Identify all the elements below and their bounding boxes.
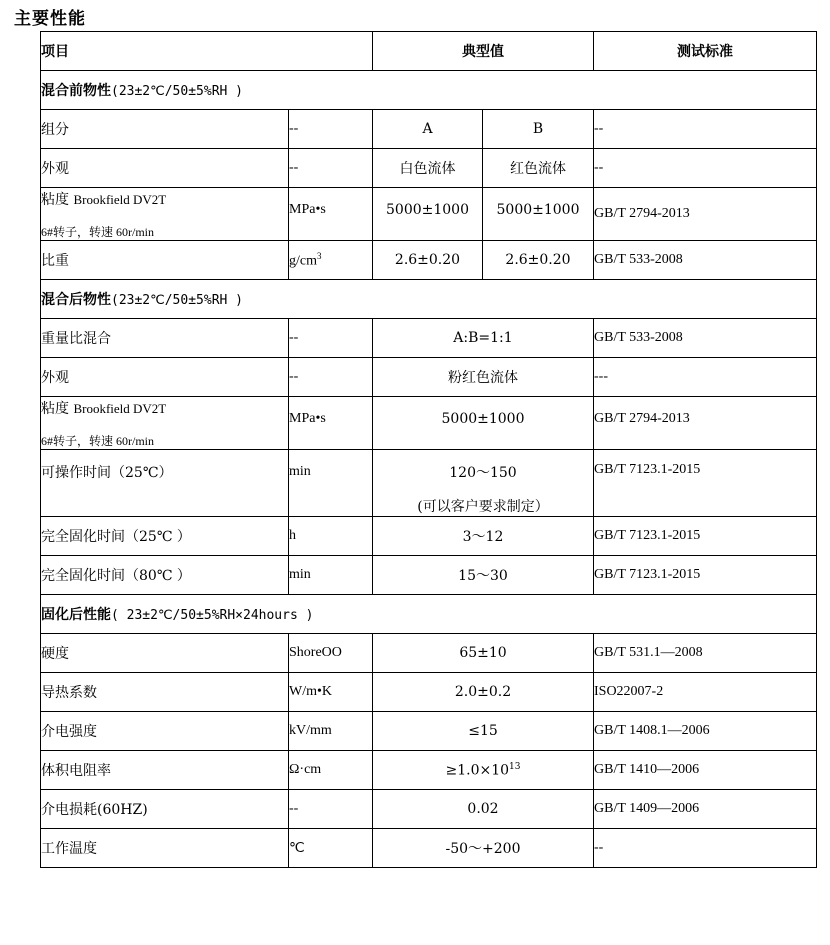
table-row [41, 673, 817, 712]
standard-cell: GB/T 7123.1-2015 [594, 450, 817, 517]
item-label: 粘度 [41, 191, 69, 208]
item-cell: 重量比混合 [41, 319, 289, 358]
value-cell: 15～30 [373, 556, 594, 595]
value-exponent: 13 [509, 761, 521, 772]
standard-cell: -- [594, 149, 817, 188]
unit-cell: MPa•s [289, 397, 373, 450]
section-title: 混合后物性 [41, 292, 111, 308]
value-range: 120～150 [449, 465, 517, 481]
header-item: 项目 [41, 32, 373, 71]
standard-cell: GB/T 2794-2013 [594, 397, 817, 450]
unit-cell: -- [289, 149, 373, 188]
standard-cell: GB/T 7123.1-2015 [594, 517, 817, 556]
header-standard: 测试标准 [594, 32, 817, 71]
unit-cell: MPa•s [289, 188, 373, 241]
section-condition: (23±2℃/50±5%RH ) [111, 293, 243, 308]
item-instrument: Brookfield DV2T [73, 191, 167, 207]
unit-cell: -- [289, 790, 373, 829]
section-title: 混合前物性 [41, 83, 111, 99]
header-row [41, 32, 817, 71]
unit-cell [289, 241, 373, 280]
value-cell: 粉红色流体 [373, 358, 594, 397]
item-subnote: 6#转子，转速 60r/min [41, 433, 154, 448]
unit-cell: min [289, 556, 373, 595]
value-base: ≥1.0×10 [445, 762, 510, 779]
standard-cell: -- [594, 829, 817, 868]
standard-cell: ISO22007-2 [594, 673, 817, 712]
table-row [41, 712, 817, 751]
value-cell: 65±10 [373, 634, 594, 673]
item-cell: 完全固化时间（80℃ ） [41, 556, 289, 595]
unit-cell: kV/mm [289, 712, 373, 751]
table-row [41, 397, 817, 450]
item-instrument: Brookfield DV2T [73, 400, 167, 416]
properties-table [40, 31, 817, 868]
value-cell: 3～12 [373, 517, 594, 556]
value-b-cell: 5000±1000 [483, 188, 594, 241]
value-cell: -50～+200 [373, 829, 594, 868]
standard-cell: GB/T 1410—2006 [594, 751, 817, 790]
value-b-cell: B [483, 110, 594, 149]
unit-cell: ShoreOO [289, 634, 373, 673]
item-cell: 工作温度 [41, 829, 289, 868]
value-cell [373, 450, 594, 517]
value-cell: A:B=1:1 [373, 319, 594, 358]
item-cell: 外观 [41, 358, 289, 397]
standard-cell: GB/T 1408.1—2006 [594, 712, 817, 751]
value-cell: 0.02 [373, 790, 594, 829]
table-row [41, 790, 817, 829]
table-row [41, 110, 817, 149]
unit-cell: ℃ [289, 829, 373, 868]
header-typical: 典型值 [373, 32, 594, 71]
value-cell: ≤15 [373, 712, 594, 751]
item-cell: 可操作时间（25℃） [41, 450, 289, 517]
table-row [41, 829, 817, 868]
item-cell: 完全固化时间（25℃ ） [41, 517, 289, 556]
value-cell [373, 751, 594, 790]
value-a-cell: A [373, 110, 483, 149]
table-row [41, 517, 817, 556]
value-cell: 2.0±0.2 [373, 673, 594, 712]
value-note: (可以客户要求制定） [417, 499, 549, 515]
standard-cell: GB/T 531.1—2008 [594, 634, 817, 673]
section-condition: ( 23±2℃/50±5%RH×24hours ) [111, 608, 314, 623]
table-row [41, 149, 817, 188]
value-a-cell: 白色流体 [373, 149, 483, 188]
item-label: 粘度 [41, 400, 69, 417]
standard-cell: --- [594, 358, 817, 397]
unit-cell: min [289, 450, 373, 517]
unit-cell: W/m•K [289, 673, 373, 712]
item-cell [41, 397, 289, 450]
item-cell: 组分 [41, 110, 289, 149]
value-a-cell: 5000±1000 [373, 188, 483, 241]
table-row [41, 241, 817, 280]
unit-cell: -- [289, 358, 373, 397]
standard-cell: GB/T 533-2008 [594, 241, 817, 280]
section-after-curing [41, 595, 817, 634]
item-cell: 外观 [41, 149, 289, 188]
unit-label: g/cm [289, 253, 317, 269]
unit-superscript: 3 [317, 250, 322, 261]
item-cell: 导热系数 [41, 673, 289, 712]
section-condition: (23±2℃/50±5%RH ) [111, 84, 243, 99]
standard-cell: GB/T 7123.1-2015 [594, 556, 817, 595]
table-row [41, 319, 817, 358]
item-cell: 比重 [41, 241, 289, 280]
value-a-cell: 2.6±0.20 [373, 241, 483, 280]
table-row [41, 450, 817, 517]
unit-cell: h [289, 517, 373, 556]
section-before-mixing [41, 71, 817, 110]
value-b-cell: 2.6±0.20 [483, 241, 594, 280]
item-cell [41, 188, 289, 241]
table-row [41, 634, 817, 673]
item-subnote: 6#转子，转速 60r/min [41, 224, 154, 239]
standard-cell: GB/T 533-2008 [594, 319, 817, 358]
section-after-mixing [41, 280, 817, 319]
table-row [41, 358, 817, 397]
unit-cell: Ω·cm [289, 751, 373, 790]
standard-cell: -- [594, 110, 817, 149]
item-cell: 介电损耗(60HZ) [41, 790, 289, 829]
table-row [41, 751, 817, 790]
standard-cell: GB/T 1409—2006 [594, 790, 817, 829]
value-cell: 5000±1000 [373, 397, 594, 450]
section-title: 固化后性能 [41, 607, 111, 623]
unit-cell: -- [289, 110, 373, 149]
value-b-cell: 红色流体 [483, 149, 594, 188]
table-row [41, 188, 817, 241]
unit-cell: -- [289, 319, 373, 358]
item-cell: 体积电阻率 [41, 751, 289, 790]
item-cell: 介电强度 [41, 712, 289, 751]
item-cell: 硬度 [41, 634, 289, 673]
page-title: 主要性能 [14, 9, 86, 29]
table-row [41, 556, 817, 595]
standard-cell: GB/T 2794-2013 [594, 188, 817, 241]
